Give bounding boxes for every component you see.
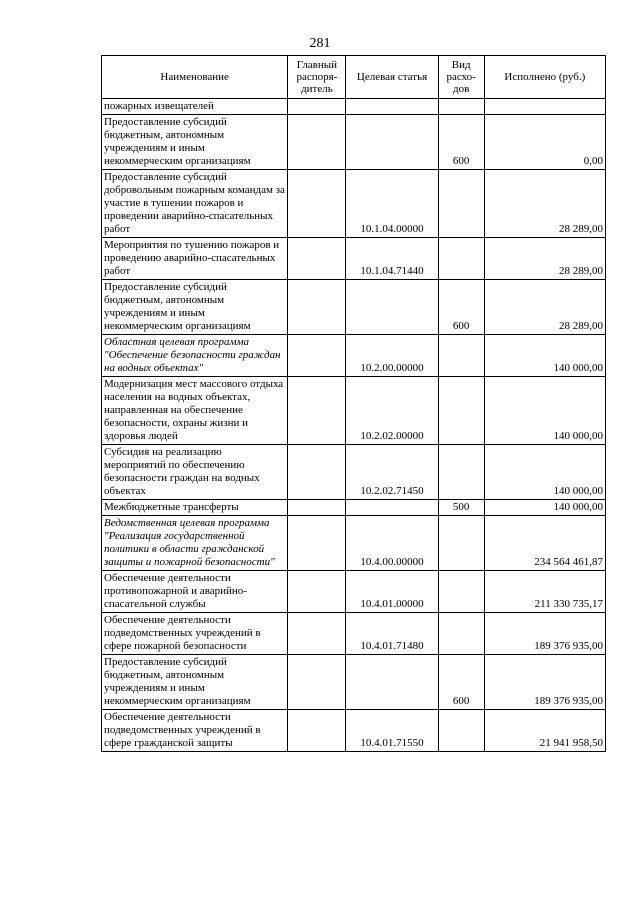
row-expense-type-cell [438, 170, 484, 238]
row-chief-manager-cell [288, 238, 346, 280]
row-executed-amount-cell: 189 376 935,00 [484, 613, 605, 655]
table-row [102, 613, 606, 655]
row-executed-amount-cell: 140 000,00 [484, 335, 605, 377]
header-expense-type: Вид расхо-дов [438, 56, 484, 99]
row-expense-type-cell [438, 335, 484, 377]
row-name-cell: Модернизация мест массового отдыха населения на водных объектах, направленная на обеспечение безопасности, охраны жизни и здоровья людей [102, 377, 288, 445]
row-name-cell: Ведомственная целевая программа "Реализация государственной политики в области гражданской защиты и пожарной безопасности" [102, 516, 288, 571]
table-row [102, 516, 606, 571]
row-target-article-cell: 10.4.00.00000 [346, 516, 438, 571]
row-target-article-cell [346, 99, 438, 115]
header-name: Наименование [102, 56, 288, 99]
row-chief-manager-cell [288, 500, 346, 516]
row-target-article-cell: 10.4.01.71550 [346, 710, 438, 752]
row-executed-amount-cell [484, 99, 605, 115]
table-row [102, 280, 606, 335]
row-name-cell: Обеспечение деятельности подведомственных учреждений в сфере гражданской защиты [102, 710, 288, 752]
table-row [102, 170, 606, 238]
row-target-article-cell: 10.2.02.00000 [346, 377, 438, 445]
row-name-cell: Предоставление субсидий бюджетным, автономным учреждениям и иным некоммерческим организациям [102, 280, 288, 335]
row-expense-type-cell: 500 [438, 500, 484, 516]
table-row [102, 115, 606, 170]
row-name-cell: Предоставление субсидий бюджетным, автономным учреждениям и иным некоммерческим организациям [102, 655, 288, 710]
header-chief-manager: Главный распоря-дитель [288, 56, 346, 99]
header-target-article: Целевая статья [346, 56, 438, 99]
row-expense-type-cell [438, 516, 484, 571]
row-name-cell: Субсидия на реализацию мероприятий по обеспечению безопасности граждан на водных объектах [102, 445, 288, 500]
row-executed-amount-cell: 140 000,00 [484, 500, 605, 516]
row-target-article-cell: 10.1.04.71440 [346, 238, 438, 280]
row-executed-amount-cell: 211 330 735,17 [484, 571, 605, 613]
row-target-article-cell: 10.2.00.00000 [346, 335, 438, 377]
row-expense-type-cell: 600 [438, 115, 484, 170]
row-target-article-cell: 10.2.02.71450 [346, 445, 438, 500]
row-target-article-cell [346, 280, 438, 335]
row-name-cell: Обеспечение деятельности подведомственных учреждений в сфере пожарной безопасности [102, 613, 288, 655]
row-expense-type-cell [438, 571, 484, 613]
row-chief-manager-cell [288, 99, 346, 115]
row-name-cell: Областная целевая программа "Обеспечение безопасности граждан на водных объектах" [102, 335, 288, 377]
row-chief-manager-cell [288, 710, 346, 752]
row-expense-type-cell [438, 710, 484, 752]
row-chief-manager-cell [288, 170, 346, 238]
row-target-article-cell: 10.1.04.00000 [346, 170, 438, 238]
row-expense-type-cell [438, 445, 484, 500]
row-expense-type-cell [438, 99, 484, 115]
row-chief-manager-cell [288, 445, 346, 500]
row-executed-amount-cell: 21 941 958,50 [484, 710, 605, 752]
table-row [102, 710, 606, 752]
row-expense-type-cell: 600 [438, 280, 484, 335]
row-chief-manager-cell [288, 516, 346, 571]
row-executed-amount-cell: 140 000,00 [484, 445, 605, 500]
row-expense-type-cell [438, 238, 484, 280]
header-executed-amount: Исполнено (руб.) [484, 56, 605, 99]
row-chief-manager-cell [288, 280, 346, 335]
page-number: 281 [309, 36, 331, 51]
row-name-cell: Предоставление субсидий бюджетным, автономным учреждениям и иным некоммерческим организациям [102, 115, 288, 170]
row-name-cell: Межбюджетные трансферты [102, 500, 288, 516]
row-chief-manager-cell [288, 377, 346, 445]
row-executed-amount-cell: 28 289,00 [484, 280, 605, 335]
row-executed-amount-cell: 140 000,00 [484, 377, 605, 445]
row-target-article-cell: 10.4.01.71480 [346, 613, 438, 655]
row-target-article-cell [346, 655, 438, 710]
table-body [102, 99, 606, 752]
row-chief-manager-cell [288, 335, 346, 377]
row-executed-amount-cell: 28 289,00 [484, 170, 605, 238]
budget-table [101, 55, 606, 752]
row-name-cell: Мероприятия по тушению пожаров и проведению аварийно-спасательных работ [102, 238, 288, 280]
table-row [102, 99, 606, 115]
table-row [102, 238, 606, 280]
row-chief-manager-cell [288, 655, 346, 710]
row-expense-type-cell [438, 377, 484, 445]
table-row [102, 655, 606, 710]
row-name-cell: пожарных извещателей [102, 99, 288, 115]
table-row [102, 571, 606, 613]
table-row [102, 335, 606, 377]
row-target-article-cell: 10.4.01.00000 [346, 571, 438, 613]
row-expense-type-cell [438, 613, 484, 655]
table-row [102, 500, 606, 516]
table-row [102, 377, 606, 445]
row-name-cell: Предоставление субсидий добровольным пожарным командам за участие в тушении пожаров и проведении аварийно-спасательных работ [102, 170, 288, 238]
row-chief-manager-cell [288, 571, 346, 613]
row-chief-manager-cell [288, 115, 346, 170]
row-chief-manager-cell [288, 613, 346, 655]
row-executed-amount-cell: 0,00 [484, 115, 605, 170]
row-executed-amount-cell: 189 376 935,00 [484, 655, 605, 710]
row-expense-type-cell: 600 [438, 655, 484, 710]
row-executed-amount-cell: 234 564 461,87 [484, 516, 605, 571]
table-header-row [102, 56, 606, 99]
row-target-article-cell [346, 500, 438, 516]
table-row [102, 445, 606, 500]
row-executed-amount-cell: 28 289,00 [484, 238, 605, 280]
row-name-cell: Обеспечение деятельности противопожарной и аварийно-спасательной службы [102, 571, 288, 613]
row-target-article-cell [346, 115, 438, 170]
